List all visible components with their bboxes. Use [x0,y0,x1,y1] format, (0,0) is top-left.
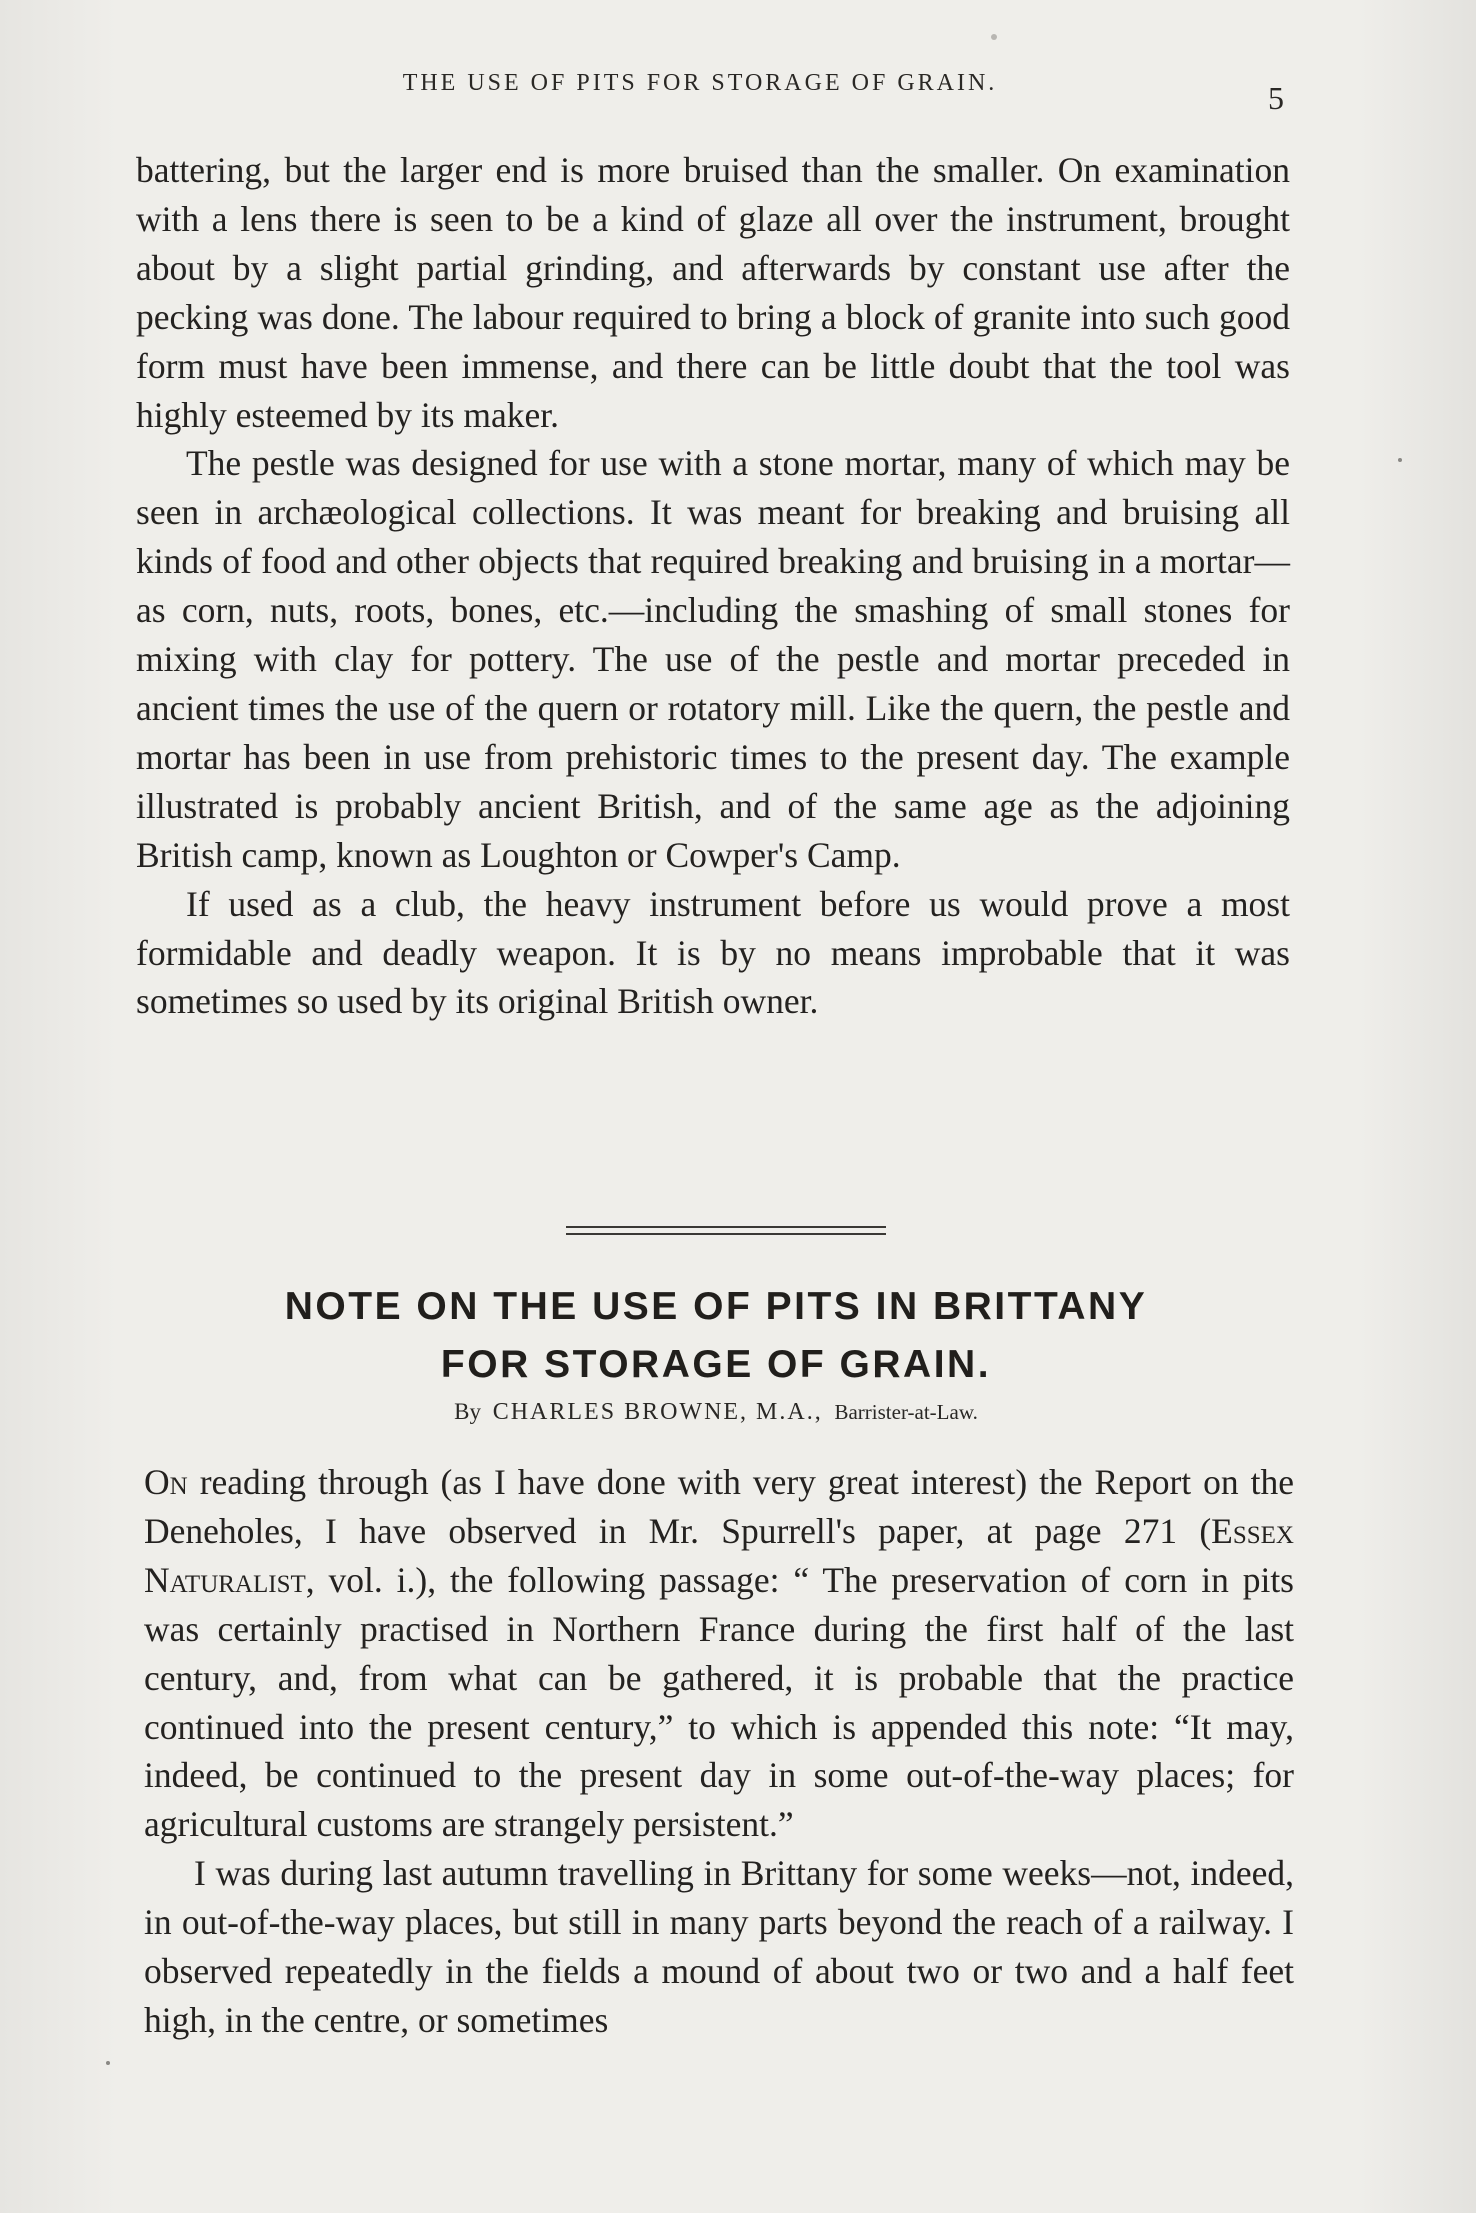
paper-speck [1398,458,1402,462]
paragraph-deneholes-text-2: , vol. i.), the following passage: “ The preservation of corn in pits was certainly practised in Northern France during the first half of the last century, and, from what can be gathered, it is probable that the practice continued into the present century,” to which is appended this note: “It may, indeed, be continued to the present day in some out-of-the-way places; for agricultural customs are strangely persistent.” [144,1559,1294,1845]
article-title-line-1: NOTE ON THE USE OF PITS IN BRITTANY [284,1285,1148,1328]
continued-article-text [136,146,1290,1026]
paragraph-deneholes-text-1: reading through (as I have done with very great interest) the Report on the Deneholes, I have observed in Mr. Spurrell's paper, at page 271 ( [144,1462,1294,1551]
paragraph-pestle-glaze: battering, but the larger end is more bruised than the smaller. On examination with a lens there is seen to be a kind of glaze all over the instrument, brought about by a slight partial grinding, and afterwards by constant use after the pecking was done. The labour required to bring a block of granite into such good form must have been immense, and there can be little doubt that the tool was highly esteemed by its maker. [136,150,1290,435]
paragraph-brittany-travel: I was during last autumn travelling in Brittany for some weeks—not, indeed, in out-of-the-way places, but still in many parts beyond the reach of a railway. I observed repeatedly in the fields a mound of about two or two and a half feet high, in the centre, or sometimes [144,1853,1294,2040]
section-divider-lower [566,1233,886,1235]
paragraph-pestle-mortar: The pestle was designed for use with a stone mortar, many of which may be seen in archæological collections. It was meant for breaking and bruising all kinds of food and other objects that required breaking and bruising in a mortar—as corn, nuts, roots, bones, etc.—including the smashing of small stones for mixing with clay for pottery. The use of the pestle and mortar preceded in ancient times the use of the quern or rotatory mill. Like the quern, the pestle and mortar has been in use from prehistoric times to the present day. The example illustrated is probably ancient British, and of the same age as the adjoining British camp, known as Loughton or Cowper's Camp. [136,443,1290,875]
article-title [136,1278,1296,1394]
journal-title: Essex Naturalist [144,1510,1294,1600]
author-credentials: Barrister-at-Law. [834,1400,978,1424]
opening-word: On [144,1462,188,1502]
article-title-line-2: FOR STORAGE OF GRAIN. [440,1343,992,1386]
paper-speck [106,2061,110,2065]
paper-speck [991,34,997,40]
author-name: CHARLES BROWNE, M.A., [492,1399,823,1425]
byline [136,1399,1296,1426]
byline-by: By [454,1399,481,1424]
page-number: 5 [1268,80,1284,116]
article-body [144,1458,1294,2045]
section-divider-upper [566,1226,886,1228]
paragraph-deneholes-report [144,1458,1294,1849]
paragraph-pestle-club: If used as a club, the heavy instrument before us would prove a most formidable and deadly weapon. It is by no means improbable that it was sometimes so used by its original British owner. [136,883,1290,1022]
running-title: THE USE OF PITS FOR STORAGE OF GRAIN. [402,70,998,96]
